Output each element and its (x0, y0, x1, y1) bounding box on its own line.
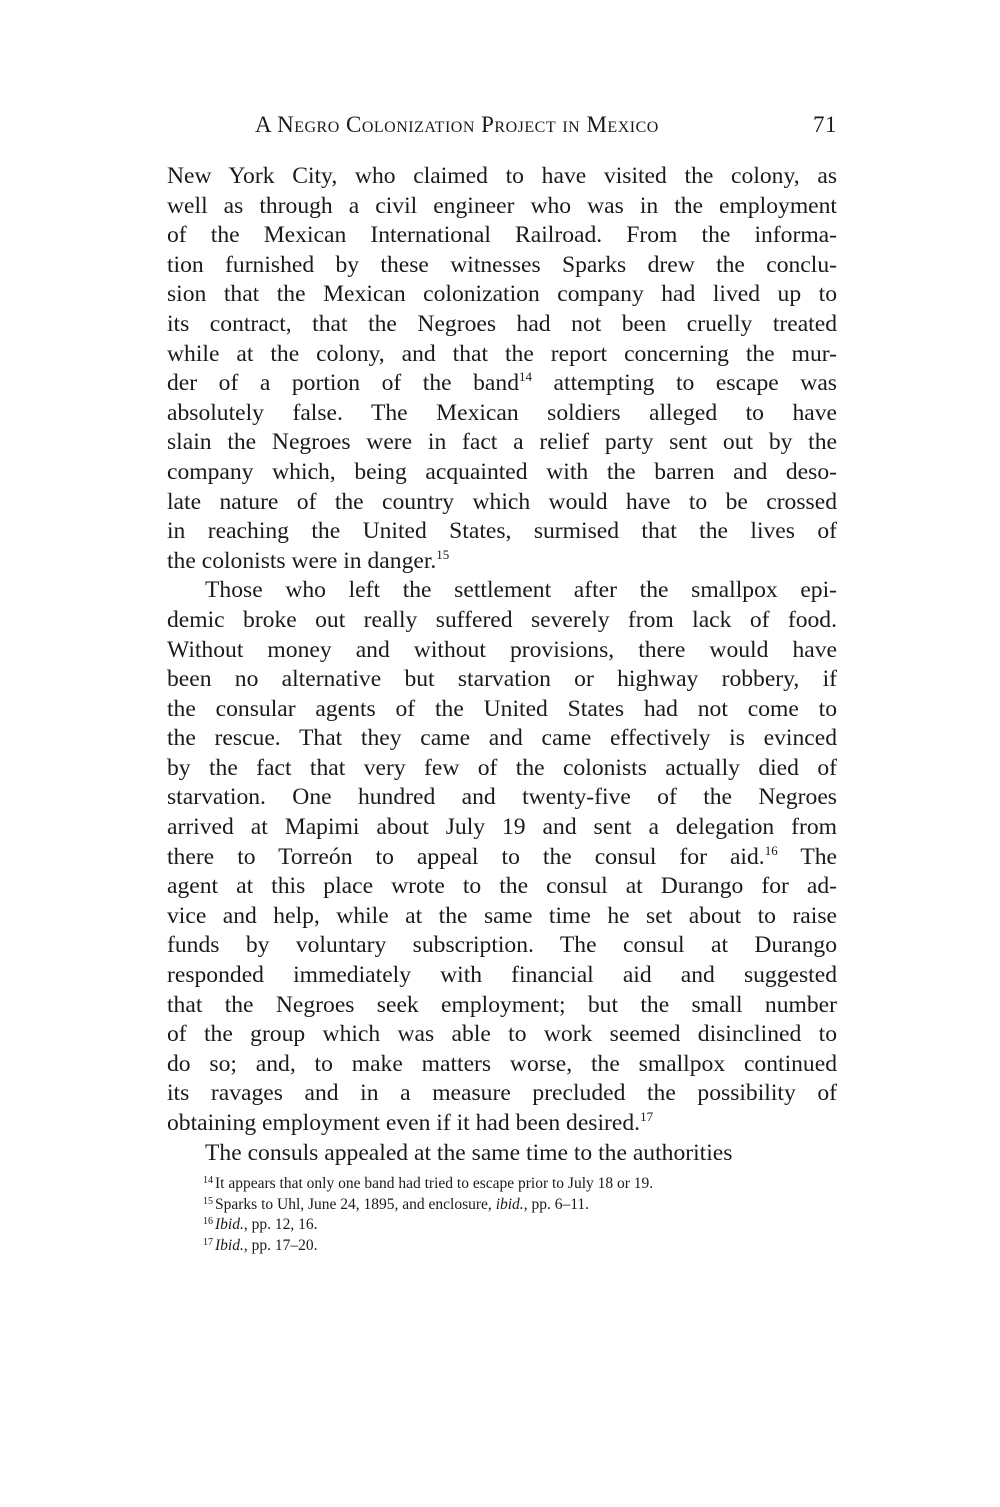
text-line: funds by voluntary subscription. The consul at Durango (167, 932, 837, 959)
text-line: slain the Negroes were in fact a relief party sent out by the (167, 429, 837, 456)
text-line: company which, being acquainted with the barren and deso- (167, 458, 837, 485)
text-segment: der of a portion of the band (167, 370, 519, 397)
text-line: of the group which was able to work seemed disinclined to (167, 1021, 837, 1048)
text-segment: there to Torreón to appeal to the consul for aid. (167, 843, 765, 870)
text-line: the rescue. That they came and came effectively is evinced (167, 725, 837, 752)
text-line: demic broke out really suffered severely from lack of food. (167, 606, 837, 633)
text-line: do so; and, to make matters worse, the smallpox continued (167, 1050, 837, 1077)
running-head (167, 112, 837, 148)
text-line: arrived at Mapimi about July 19 and sent a delegation from (167, 814, 837, 841)
text-line: the consular agents of the United States had not come to (167, 695, 837, 722)
note-ref-16[interactable]: 16 (764, 842, 778, 858)
text-line (167, 843, 837, 873)
page-number: 71 (813, 112, 837, 137)
footnote-17 (203, 1236, 837, 1257)
text-line: Without money and without provisions, there would have (167, 636, 837, 663)
footnote-number: 15 (203, 1195, 213, 1207)
footnote-16 (203, 1215, 837, 1236)
footnote-number: 16 (203, 1216, 213, 1228)
text-line: starvation. One hundred and twenty-five of the Negroes (167, 784, 837, 811)
text-line: tion furnished by these witnesses Sparks drew the conclu- (167, 251, 837, 278)
text-line: while at the colony, and that the report concerning the mur- (167, 340, 837, 367)
text-line: absolutely false. The Mexican soldiers alleged to have (167, 399, 837, 426)
text-line: The consuls appealed at the same time to the authorities (205, 1139, 733, 1166)
note-ref-17[interactable]: 17 (640, 1109, 654, 1124)
text-line: New York City, who claimed to have visited the colony, as (167, 163, 837, 189)
text-line: its ravages and in a measure precluded the possibility of (167, 1080, 837, 1107)
footnote-15 (203, 1195, 837, 1216)
footnote-citation-italic: ibid. (495, 1195, 524, 1213)
footnote-text: , pp. 12, 16. (243, 1216, 318, 1234)
text-line: that the Negroes seek employment; but the small number (167, 991, 837, 1018)
footnote-text: Sparks to Uhl, June 24, 1895, and enclosure, (215, 1195, 496, 1213)
text-segment: attempting to escape was (553, 370, 837, 397)
text-line: its contract, that the Negroes had not been cruelly treated (167, 310, 837, 337)
text-line: late nature of the country which would have to be crossed (167, 488, 837, 515)
body-text (167, 162, 837, 1168)
text-line (167, 547, 837, 577)
footnote-text: , pp. 6–11. (523, 1195, 589, 1213)
footnote-text: It appears that only one band had tried to escape prior to July 18 or 19. (215, 1175, 654, 1193)
text-line: by the fact that very few of the colonists actually died of (167, 754, 837, 781)
text-line: vice and help, while at the same time he set about to raise (167, 902, 837, 929)
text-segment: The (800, 843, 837, 870)
note-ref-14[interactable]: 14 (519, 369, 532, 385)
text-line: Those who left the settlement after the smallpox epi- (205, 577, 837, 604)
text-line (167, 369, 837, 399)
text-line: sion that the Mexican colonization company had lived up to (167, 281, 837, 308)
footnote-14 (203, 1174, 837, 1195)
page (167, 112, 837, 1256)
footnote-citation-italic: Ibid. (215, 1236, 244, 1254)
footnote-number: 14 (203, 1175, 213, 1187)
text-line: been no alternative but starvation or highway robbery, if (167, 666, 837, 693)
text-line: responded immediately with financial aid and suggested (167, 962, 837, 989)
text-segment: the colonists were in danger. (167, 547, 437, 574)
footnote-text: , pp. 17–20. (243, 1236, 318, 1254)
footnotes (167, 1174, 837, 1256)
text-segment: obtaining employment even if it had been desired. (167, 1110, 641, 1136)
text-line: in reaching the United States, surmised that the lives of (167, 518, 837, 545)
text-line (167, 1109, 837, 1139)
footnote-number: 17 (203, 1236, 213, 1248)
text-line: agent at this place wrote to the consul at Durango for ad- (167, 873, 837, 900)
text-line: well as through a civil engineer who was in the employment (167, 192, 837, 219)
footnote-citation-italic: Ibid. (215, 1216, 244, 1234)
text-line: of the Mexican International Railroad. From the informa- (167, 222, 837, 249)
running-head-title: A Negro Colonization Project in Mexico (255, 112, 659, 137)
note-ref-15[interactable]: 15 (436, 546, 450, 562)
